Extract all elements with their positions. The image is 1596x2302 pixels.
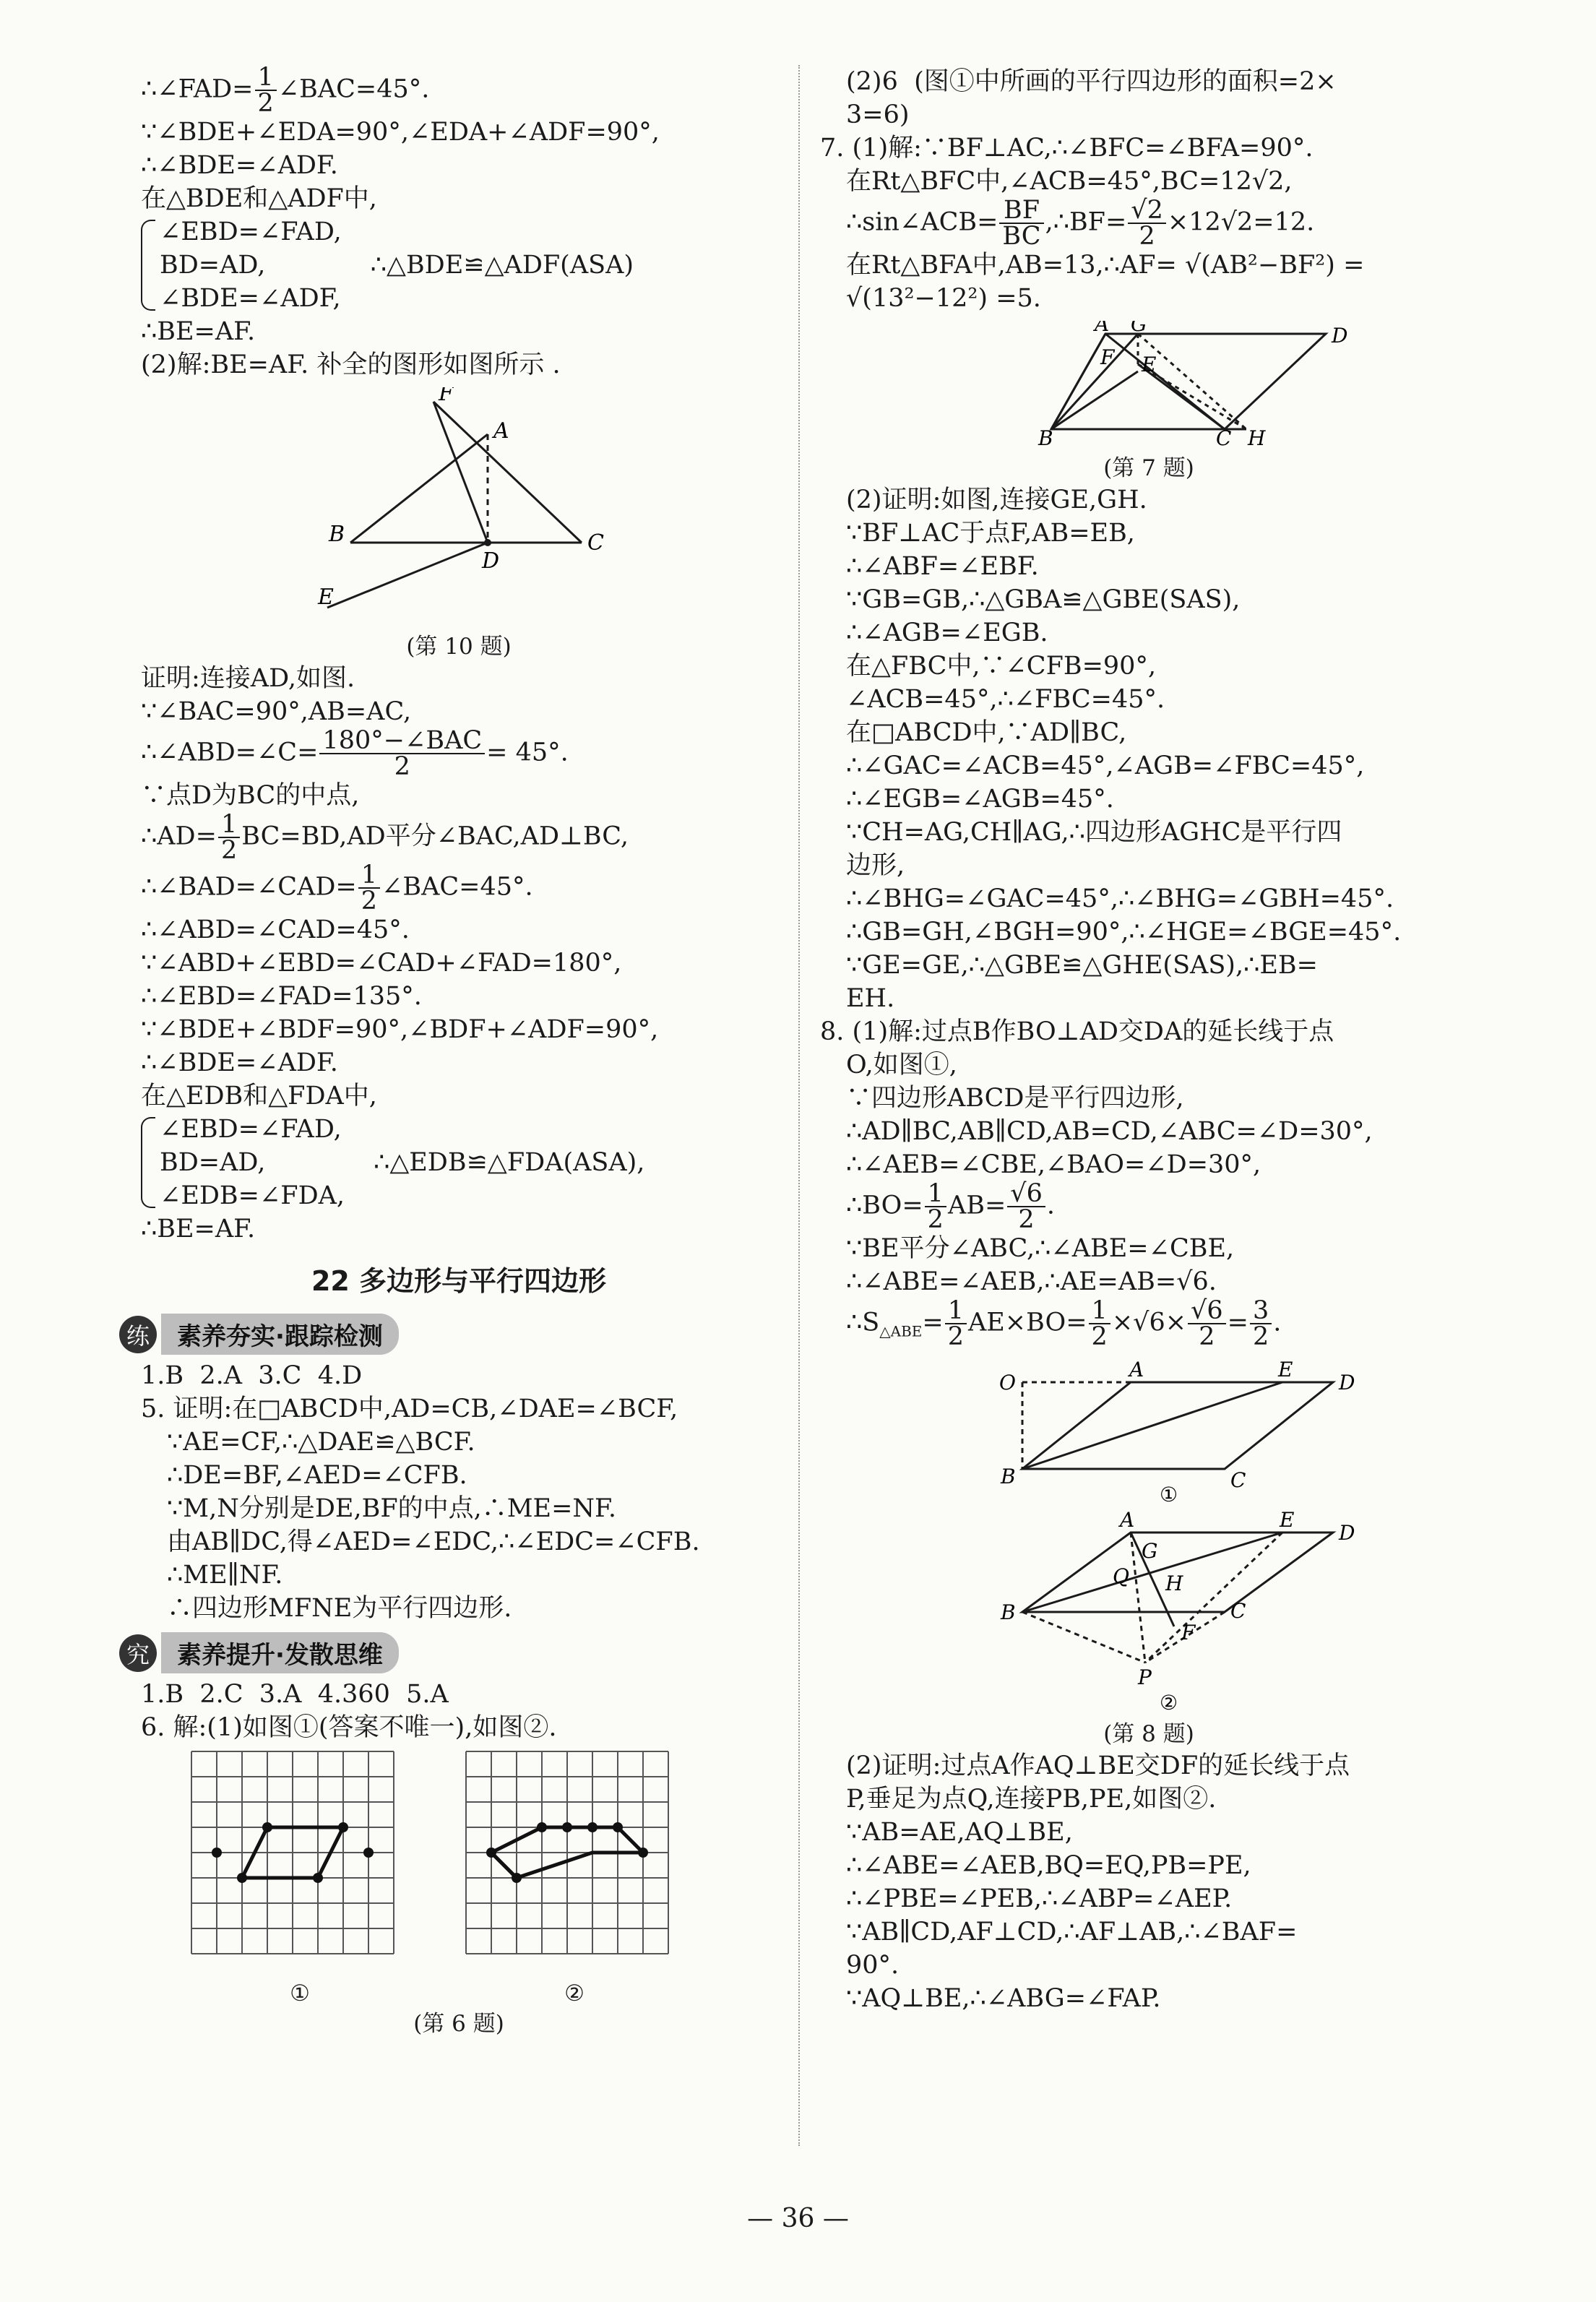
- text-line: ∴∠AEB=∠CBE,∠BAO=∠D=30°,: [846, 1150, 1261, 1179]
- label-F: F: [439, 387, 454, 406]
- text-line: √(13²−12²) =5.: [846, 284, 1041, 313]
- label-E: E: [1278, 1360, 1293, 1381]
- text-line: 90°.: [846, 1950, 900, 1980]
- grid-diagram: [459, 1744, 690, 1975]
- label-D: D: [1339, 1520, 1355, 1545]
- figure-10: [141, 387, 777, 626]
- figure-tag: ②: [1160, 1690, 1178, 1713]
- fraction: $\frac{3}{2}$: [1250, 1298, 1272, 1349]
- text-line: ∴∠ABE=∠AEB,BQ=EQ,PB=PE,: [846, 1850, 1251, 1880]
- text-line: 证明:连接AD,如图.: [141, 664, 355, 693]
- text-line: ∴∠AGB=∠EGB.: [846, 618, 1048, 647]
- label-E: E: [1142, 353, 1157, 376]
- label-E: E: [1280, 1510, 1295, 1532]
- practice-banner: [119, 1314, 777, 1355]
- figure-caption: (第 8 题): [1103, 1720, 1194, 1747]
- label-F: F: [1181, 1620, 1196, 1644]
- label-A: A: [493, 418, 509, 444]
- fraction: $\frac{BF}{BC}$: [999, 198, 1043, 249]
- fraction: $\frac{√2}{2}$: [1128, 198, 1166, 249]
- banner-label: 素养提升·发散思维: [161, 1632, 399, 1673]
- text-line: ∵点D为BC的中点,: [141, 781, 360, 810]
- label-D: D: [1339, 1370, 1355, 1394]
- text-line: ∵GE=GE,∴△GBE≌△GHE(SAS),∴EB=: [846, 951, 1318, 980]
- text-line: ∴sin∠ACB= $\frac{BF}{BC}$ ,∴BF= $\frac{√2}{2}$ ×12√2=12.: [846, 196, 1315, 251]
- text-line: (2)解:BE=AF. 补全的图形如图所示 .: [141, 350, 561, 379]
- figure-caption: (第 6 题): [413, 2011, 504, 2037]
- label-F: F: [1100, 345, 1115, 369]
- label-C: C: [1230, 1598, 1246, 1623]
- parallelogram-diagram: [820, 1511, 1478, 1713]
- text-line: 1.B 2.C 3.A 4.360 5.A: [141, 1680, 449, 1709]
- text-line: ∴BE=AF.: [141, 1215, 256, 1243]
- text-line: ∵∠ABD+∠EBD=∠CAD+∠FAD=180°,: [141, 949, 622, 978]
- label-A: A: [1120, 1510, 1135, 1532]
- label-D: D: [1332, 324, 1348, 348]
- figure-caption: (第 10 题): [406, 634, 512, 660]
- fraction: $\frac{1}{2}$: [945, 1298, 967, 1349]
- label-B: B: [1001, 1600, 1016, 1624]
- fraction: $\frac{√6}{2}$: [1007, 1181, 1045, 1232]
- label-E: E: [318, 585, 334, 610]
- label-O: O: [999, 1370, 1016, 1394]
- page-number: — 36 —: [747, 2204, 849, 2233]
- text-line: O,如图①,: [846, 1051, 957, 1079]
- text-line: ∴△BDE≌△ADF(ASA): [370, 251, 634, 280]
- label-G: G: [1131, 321, 1147, 336]
- text-line: ∴BO= $\frac{1}{2}$ AB= $\frac{√6}{2}$ .: [846, 1179, 1055, 1234]
- text-line: ∠BDE=∠ADF,: [160, 284, 341, 313]
- text-line: 5. 证明:在□ABCD中,AD=CB,∠DAE=∠BCF,: [141, 1394, 678, 1423]
- system-brace: [141, 215, 777, 315]
- text-line: 由AB∥DC,得∠AED=∠EDC,∴∠EDC=∠CFB.: [167, 1527, 700, 1556]
- right-column: [820, 65, 1478, 2015]
- text-line: ∵BE平分∠ABC,∴∠ABE=∠CBE,: [846, 1234, 1235, 1263]
- explore-banner: [119, 1632, 777, 1673]
- text-line: ∵M,N分别是DE,BF的中点,∴ME=NF.: [167, 1494, 617, 1523]
- text-line: EH.: [846, 984, 895, 1013]
- text-line: (2)6 (图①中所画的平行四边形的面积=2×: [846, 67, 1337, 96]
- grid-tag: ②: [564, 1980, 585, 2006]
- text-line: ∴∠PBE=∠PEB,∴∠ABP=∠AEP.: [846, 1884, 1233, 1913]
- text-line: ∵CH=AG,CH∥AG,∴四边形AGHC是平行四: [846, 818, 1342, 847]
- text-line: ∵∠BDE+∠EDA=90°,∠EDA+∠ADF=90°,: [141, 118, 660, 147]
- text-line: 在△BDE和△ADF中,: [141, 184, 377, 213]
- label-Q: Q: [1113, 1564, 1129, 1588]
- grid-figure-1: [184, 1744, 415, 2009]
- text-line: 8. (1)解:过点B作BO⊥AD交DA的延长线于点: [820, 1017, 1334, 1046]
- label-A: A: [1095, 321, 1110, 336]
- text-line: BD=AD,: [160, 251, 266, 280]
- section-title: 22 多边形与平行四边形: [311, 1265, 607, 1297]
- practice-badge-icon: 练: [119, 1316, 157, 1353]
- text-line: ∴BE=AF.: [141, 317, 256, 346]
- left-column: [126, 63, 777, 2039]
- text-line: 7. (1)解:∵BF⊥AC,∴∠BFC=∠BFA=90°.: [820, 134, 1314, 163]
- label-B: B: [329, 522, 345, 547]
- text-line: ∴∠FAD= $\frac{1}{2}$ ∠BAC=45°.: [141, 63, 430, 118]
- text-line: ∠EBD=∠FAD,: [160, 217, 342, 246]
- figure-7: [820, 321, 1478, 447]
- banner-label: 素养夯实·跟踪检测: [161, 1314, 399, 1355]
- text-line: 3=6): [846, 100, 910, 129]
- label-C: C: [1216, 426, 1232, 447]
- fraction: $\frac{1}{2}$: [358, 863, 380, 913]
- text-line: ∵AB=AE,AQ⊥BE,: [846, 1817, 1073, 1847]
- fraction: $\frac{\text{180°−∠BAC}}{2}$: [319, 728, 485, 779]
- figure-8-1: [820, 1361, 1478, 1505]
- label-B: B: [1038, 426, 1053, 447]
- fraction: $\frac{1}{2}$: [925, 1181, 946, 1232]
- text-line: ∴∠BDE=∠ADF.: [141, 1048, 338, 1077]
- text-line: ∴四边形MFNE为平行四边形.: [167, 1594, 512, 1623]
- text-line: $\therefore S_{\triangle ABE}=$ $\frac{1}{2}$ AE×BO= $\frac{1}{2}$ ×√6× $\frac{√6}{2}$ = $\frac{3}{2}$ .: [846, 1296, 1282, 1351]
- label-P: P: [1138, 1665, 1152, 1689]
- text-line: 6. 解:(1)如图①(答案不唯一),如图②.: [141, 1713, 557, 1742]
- text-line: 在Rt△BFC中,∠ACB=45°,BC=12√2,: [846, 167, 1293, 196]
- text-line: P,垂足为点Q,连接PB,PE,如图②.: [846, 1784, 1217, 1814]
- text-line: 在□ABCD中,∵AD∥BC,: [846, 718, 1127, 747]
- text-line: ∠EBD=∠FAD,: [160, 1115, 342, 1144]
- explore-badge-icon: 究: [119, 1634, 157, 1672]
- figure-8-2: [820, 1511, 1478, 1713]
- text-line: ∠ACB=45°,∴∠FBC=45°.: [846, 685, 1165, 714]
- grid-figure-2: [459, 1744, 690, 2009]
- text-line: 在△EDB和△FDA中,: [141, 1082, 377, 1111]
- text-line: ∵BF⊥AC于点F,AB=EB,: [846, 519, 1135, 548]
- text-line: ∴∠GAC=∠ACB=45°,∠AGB=∠FBC=45°,: [846, 751, 1365, 780]
- triangle-diagram: [141, 387, 777, 626]
- grid-tag: ①: [290, 1980, 310, 2006]
- text-line: BD=AD,: [160, 1148, 266, 1177]
- text-line: ∵∠BAC=90°,AB=AC,: [141, 697, 412, 726]
- text-line: ∴∠BAD=∠CAD= $\frac{1}{2}$ ∠BAC=45°.: [141, 861, 533, 915]
- text-line: ∵AE=CF,∴△DAE≌△BCF.: [167, 1428, 475, 1457]
- label-D: D: [482, 548, 500, 574]
- figure-6: [184, 1744, 777, 2009]
- text-line: ∴GB=GH,∠BGH=90°,∴∠HGE=∠BGE=45°.: [846, 918, 1402, 947]
- parallelogram-diagram: [820, 1361, 1478, 1505]
- text-line: ∴AD= $\frac{1}{2}$ BC=BD,AD平分∠BAC,AD⊥BC,: [141, 810, 629, 865]
- label-H: H: [1248, 426, 1266, 447]
- text-line: ∵四边形ABCD是平行四边形,: [846, 1084, 1184, 1113]
- column-divider: [798, 65, 800, 2146]
- text-line: ∴∠ABD=∠CAD=45°.: [141, 915, 410, 944]
- text-line: ∴∠ABD=∠C= $\frac{\text{180°−∠BAC}}{2}$ = 45°.: [141, 726, 569, 781]
- text-line: ∴∠EGB=∠AGB=45°.: [846, 785, 1114, 814]
- text-line: (2)证明:如图,连接GE,GH.: [846, 486, 1147, 514]
- text-line: ∴AD∥BC,AB∥CD,AB=CD,∠ABC=∠D=30°,: [846, 1117, 1373, 1146]
- label-H: H: [1165, 1571, 1183, 1595]
- text-line: (2)证明:过点A作AQ⊥BE交DF的延长线于点: [846, 1751, 1350, 1780]
- figure-caption: (第 7 题): [1103, 455, 1194, 481]
- text-line: ∵AQ⊥BE,∴∠ABG=∠FAP.: [846, 1983, 1161, 2013]
- text-line: 边形,: [846, 851, 905, 880]
- label-B: B: [1001, 1464, 1016, 1488]
- text-line: ∵AB∥CD,AF⊥CD,∴AF⊥AB,∴∠BAF=: [846, 1917, 1298, 1947]
- text-line: ∵GB=GB,∴△GBA≌△GBE(SAS),: [846, 585, 1241, 614]
- system-brace: [141, 1113, 777, 1212]
- text-line: ∴∠BDE=∠ADF.: [141, 151, 338, 180]
- label-G: G: [1142, 1538, 1158, 1563]
- text-line: 在Rt△BFA中,AB=13,∴AF= √(AB²−BF²) =: [846, 251, 1365, 280]
- fraction: $\frac{1}{2}$: [1089, 1298, 1110, 1349]
- label-C: C: [1230, 1467, 1246, 1492]
- figure-tag: ①: [1160, 1482, 1178, 1505]
- fraction: $\frac{1}{2}$: [255, 65, 277, 116]
- text-line: ∠EDB=∠FDA,: [160, 1181, 345, 1210]
- text-line: ∴∠EBD=∠FAD=135°.: [141, 982, 422, 1011]
- text-line: 在△FBC中,∵∠CFB=90°,: [846, 652, 1157, 681]
- text-line: ∴∠BHG=∠GAC=45°,∴∠BHG=∠GBH=45°.: [846, 884, 1394, 913]
- parallelogram-diagram: [820, 321, 1478, 447]
- text-line: ∴∠ABF=∠EBF.: [846, 552, 1039, 581]
- text-line: ∴ME∥NF.: [167, 1561, 283, 1590]
- text-line: ∴△EDB≌△FDA(ASA),: [374, 1148, 645, 1177]
- text-line: ∵∠BDE+∠BDF=90°,∠BDF+∠ADF=90°,: [141, 1015, 659, 1044]
- text-line: ∴DE=BF,∠AED=∠CFB.: [167, 1461, 467, 1490]
- fraction: $\frac{1}{2}$: [218, 812, 240, 863]
- label-A: A: [1129, 1360, 1144, 1381]
- text-line: 1.B 2.A 3.C 4.D: [141, 1361, 363, 1390]
- label-C: C: [587, 530, 604, 556]
- grid-diagram: [184, 1744, 415, 1975]
- fraction: $\frac{√6}{2}$: [1188, 1298, 1226, 1349]
- text-line: ∴∠ABE=∠AEB,∴AE=AB=√6.: [846, 1267, 1217, 1296]
